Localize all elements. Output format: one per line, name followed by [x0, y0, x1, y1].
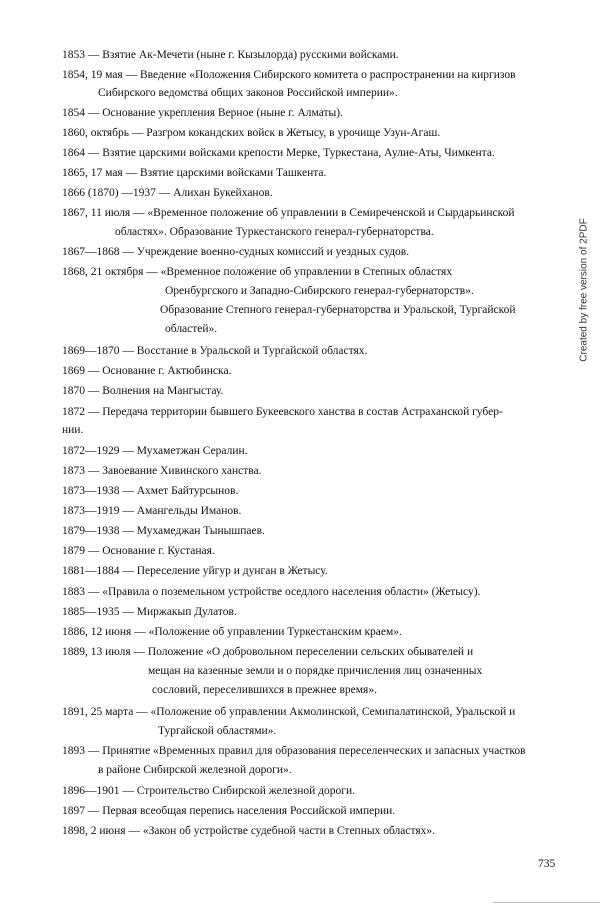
chronology-line: 1885—1935 — Миржакып Дулатов.: [62, 606, 237, 618]
chronology-line: в районе Сибирской железной дороги».: [98, 764, 292, 776]
chronology-line: Оренбургского и Западно-Сибирского генерал-губернаторств».: [165, 285, 474, 297]
page-number: 735: [538, 858, 556, 870]
chronology-line: 1883 — «Правила о поземельном устройстве оседлого населения области» (Жетысу).: [62, 586, 481, 598]
chronology-line: 1869—1870 — Восстание в Уральской и Тургайской областях.: [62, 345, 368, 357]
chronology-line: 1868, 21 октября — «Временное положение об управлении в Степных областях: [62, 266, 453, 278]
chronology-line: областях». Образование Туркестанского генерал-губернаторства.: [115, 226, 434, 238]
chronology-line: мещан на казенные земли и о порядке причисления лиц означенных: [148, 665, 483, 677]
chronology-line: 1864 — Взятие царскими войсками крепости Мерке, Туркестана, Аулие-Аты, Чимкента.: [62, 147, 495, 159]
chronology-line: 1860, октябрь — Разгром кокандских войск в Жетысу, в урочище Узун-Агаш.: [62, 127, 441, 139]
chronology-line: 1889, 13 июля — Положение «О добровольном переселении сельских обывателей и: [62, 646, 474, 658]
chronology-line: Тургайской областями».: [158, 725, 277, 737]
watermark: [578, 200, 590, 380]
chronology-line: 1867—1868 — Учреждение военно-судных комиссий и уездных судов.: [62, 246, 410, 258]
chronology-line: нии.: [62, 424, 84, 436]
chronology-line: 1881—1884 — Переселение уйгур и дунган в Жетысу.: [62, 565, 328, 577]
chronology-line: 1898, 2 июня — «Закон об устройстве судебной части в Степных областях».: [62, 825, 436, 837]
chronology-line: 1854 — Основание укрепления Верное (ныне г. Алматы).: [62, 107, 343, 119]
chronology-line: 1886, 12 июня — «Положение об управлении Туркестанским краем».: [62, 626, 402, 638]
chronology-line: 1872—1929 — Мухаметжан Сералин.: [62, 445, 248, 457]
chronology-line: Сибирского ведомства общих законов Российской империи».: [98, 87, 398, 99]
chronology-line: 1872 — Передача территории бывшего Букеевского ханства в состав Астраханской губер-: [62, 406, 503, 418]
chronology-line: 1869 — Основание г. Актюбинска.: [62, 365, 232, 377]
watermark-text: Created by free version of 2PDF: [578, 218, 590, 362]
chronology-line: 1867, 11 июля — «Временное положение об управлении в Семиреченской и Сырдарьинской: [62, 207, 515, 219]
chronology-line: 1873—1919 — Амангельды Иманов.: [62, 505, 242, 517]
chronology-line: 1879 — Основание г. Кустаная.: [62, 545, 215, 557]
chronology-line: 1891, 25 марта — «Положение об управлении Акмолинской, Семипалатинской, Уральской и: [62, 706, 516, 718]
chronology-line: 1865, 17 мая — Взятие царскими войсками Ташкента.: [62, 167, 327, 179]
bottom-rule: [493, 902, 600, 903]
chronology-line: Образование Степного генерал-губернаторства и Уральской, Тургайской: [160, 304, 516, 316]
chronology-line: 1879—1938 — Мухамеджан Тынышпаев.: [62, 525, 265, 537]
chronology-line: 1873—1938 — Ахмет Байтурсынов.: [62, 485, 239, 497]
chronology-line: 1873 — Завоевание Хивинского ханства.: [62, 465, 262, 477]
chronology-line: 1854, 19 мая — Введение «Положения Сибирского комитета о распространении на киргизов: [62, 69, 516, 81]
chronology-line: 1897 — Первая всеобщая перепись населения Российской империи.: [62, 805, 396, 817]
chronology-line: 1896—1901 — Строительство Сибирской железной дороги.: [62, 785, 355, 797]
chronology-line: 1853 — Взятие Ак-Мечети (ныне г. Кызылорда) русскими войсками.: [62, 49, 399, 61]
chronology-line: областей».: [165, 323, 218, 335]
chronology-line: 1870 — Волнения на Мангыстау.: [62, 385, 224, 397]
chronology-line: 1893 — Принятие «Временных правил для образования переселенческих и запасных участков: [62, 745, 526, 757]
chronology-line: 1866 (1870) —1937 — Алихан Букейханов.: [62, 187, 273, 199]
chronology-line: сословий, переселившихся в прежнее время».: [152, 684, 377, 696]
